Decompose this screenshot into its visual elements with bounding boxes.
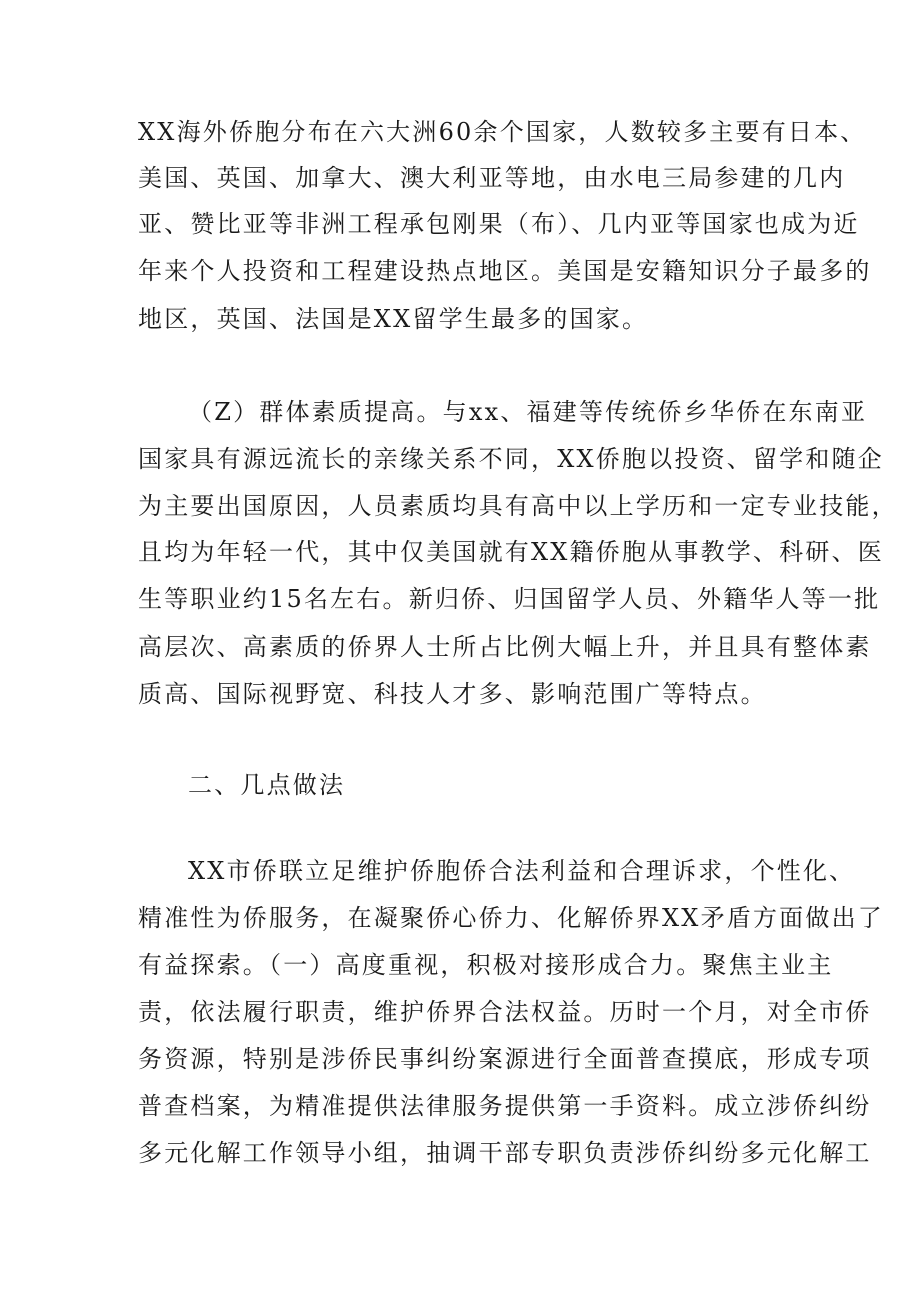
section-heading: 二、几点做法 [188, 771, 346, 799]
text-line: 精准性为侨服务，在凝聚侨心侨力、化解侨界XX矛盾方面做出了 [138, 904, 884, 932]
text-line: 多元化解工作领导小组，抽调干部专职负责涉侨纠纷多元化解工 [138, 1139, 872, 1167]
text-line: 年来个人投资和工程建设热点地区。美国是安籍知识分子最多的 [138, 257, 872, 285]
text-line: （Z）群体素质提高。与xx、福建等传统侨乡华侨在东南亚 [188, 398, 868, 426]
text-line: 务资源，特别是涉侨民事纠纷案源进行全面普查摸底，形成专项 [138, 1045, 872, 1073]
text-line: 地区，英国、法国是XX留学生最多的国家。 [138, 305, 649, 333]
text-line: 高层次、高素质的侨界人士所占比例大幅上升，并且具有整体素 [138, 633, 872, 661]
text-line: 普查档案，为精准提供法律服务提供第一手资料。成立涉侨纠纷 [138, 1092, 872, 1120]
text-line: 且均为年轻一代，其中仅美国就有XX籍侨胞从事教学、科研、医 [138, 538, 884, 566]
text-line: 国家具有源远流长的亲缘关系不同，XX侨胞以投资、留学和随企 [138, 445, 884, 473]
text-line: 质高、国际视野宽、科技人才多、影响范围广等特点。 [138, 680, 767, 708]
text-line: 美国、英国、加拿大、澳大利亚等地，由水电三局参建的几内 [138, 164, 846, 192]
text-line: 责，依法履行职责，维护侨界合法权益。历时一个月，对全市侨 [138, 998, 872, 1026]
text-line: 亚、赞比亚等非洲工程承包刚果（布）、几内亚等国家也成为近 [138, 210, 860, 238]
text-line: 生等职业约15名左右。新归侨、归国留学人员、外籍华人等一批 [138, 585, 881, 613]
text-line: 有益探索。（一）高度重视，积极对接形成合力。聚焦主业主 [138, 951, 834, 979]
text-line: 为主要出国原因，人员素质均具有高中以上学历和一定专业技能， [138, 492, 898, 520]
text-line: XX市侨联立足维护侨胞侨合法利益和合理诉求，个性化、 [188, 857, 856, 885]
text-line: XX海外侨胞分布在六大洲60余个国家，人数较多主要有日本、 [138, 118, 867, 146]
